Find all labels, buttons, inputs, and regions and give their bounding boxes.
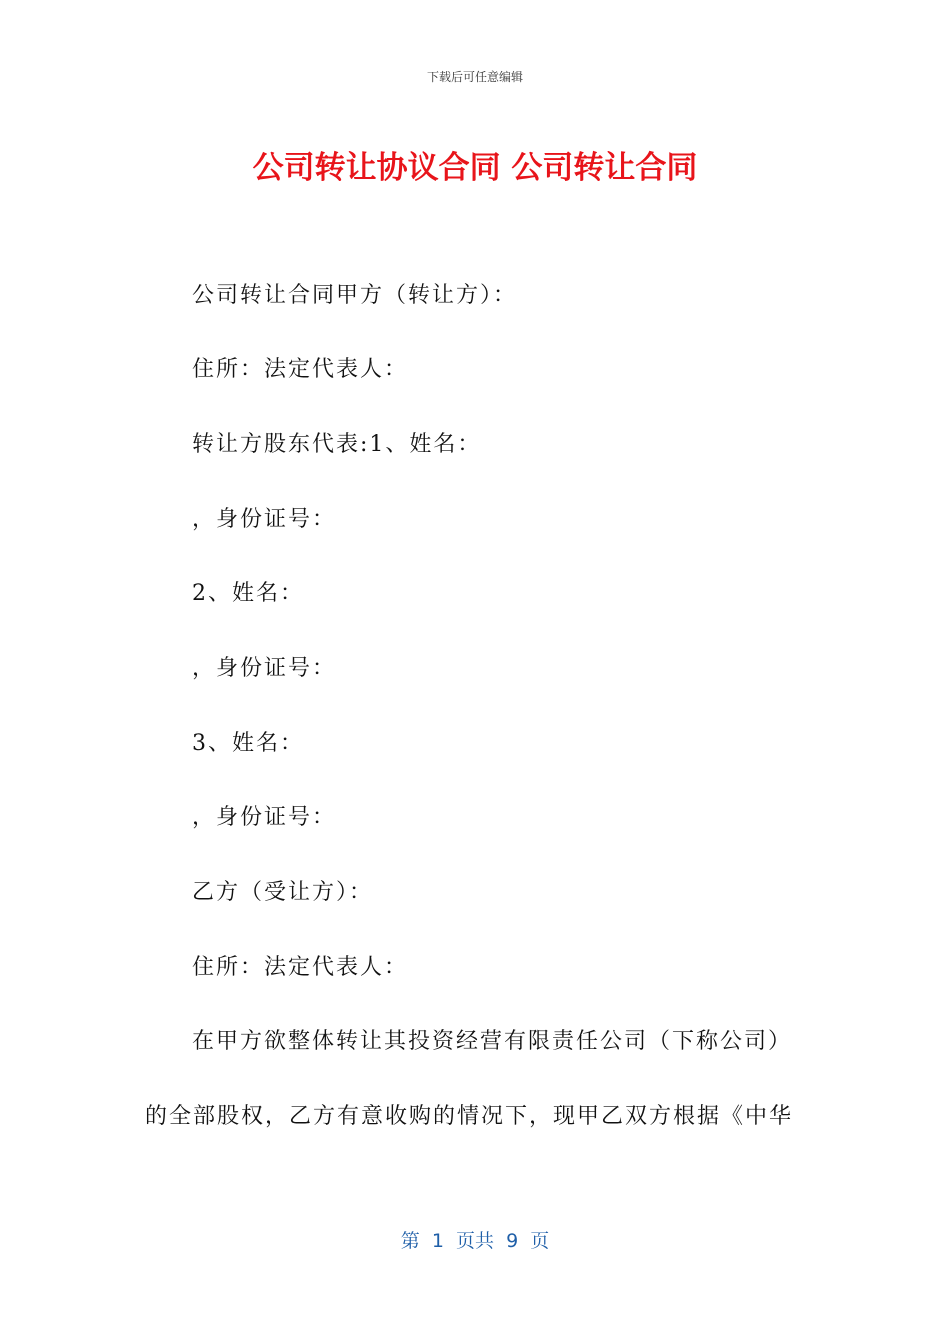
document-title: 公司转让协议合同 公司转让合同	[252, 150, 698, 186]
shareholder-rep-1-id: ，身份证号：	[192, 507, 337, 532]
party-b-heading: 乙方（受让方）：	[192, 880, 374, 905]
shareholder-rep-2-name: 2、姓名：	[192, 581, 304, 606]
header-note: 下载后可任意编辑	[426, 70, 523, 84]
body-paragraph-line-2: 的全部股权，乙方有意收购的情况下，现甲乙双方根据《中华	[145, 1104, 794, 1129]
party-a-heading: 公司转让合同甲方（转让方）：	[192, 283, 518, 308]
shareholder-rep-3-id: ，身份证号：	[192, 805, 337, 830]
shareholder-rep-2-id: ，身份证号：	[192, 656, 337, 681]
shareholder-rep-1-name: 转让方股东代表:1、姓名：	[192, 432, 482, 457]
shareholder-rep-3-name: 3、姓名：	[192, 731, 304, 756]
body-paragraph-line-1: 在甲方欲整体转让其投资经营有限责任公司（下称公司）	[192, 1029, 793, 1054]
party-b-address-line: 住所：法定代表人：	[192, 955, 409, 980]
party-a-address-line: 住所：法定代表人：	[192, 357, 409, 382]
page-footer: 第 1 页共 9 页	[400, 1230, 550, 1252]
